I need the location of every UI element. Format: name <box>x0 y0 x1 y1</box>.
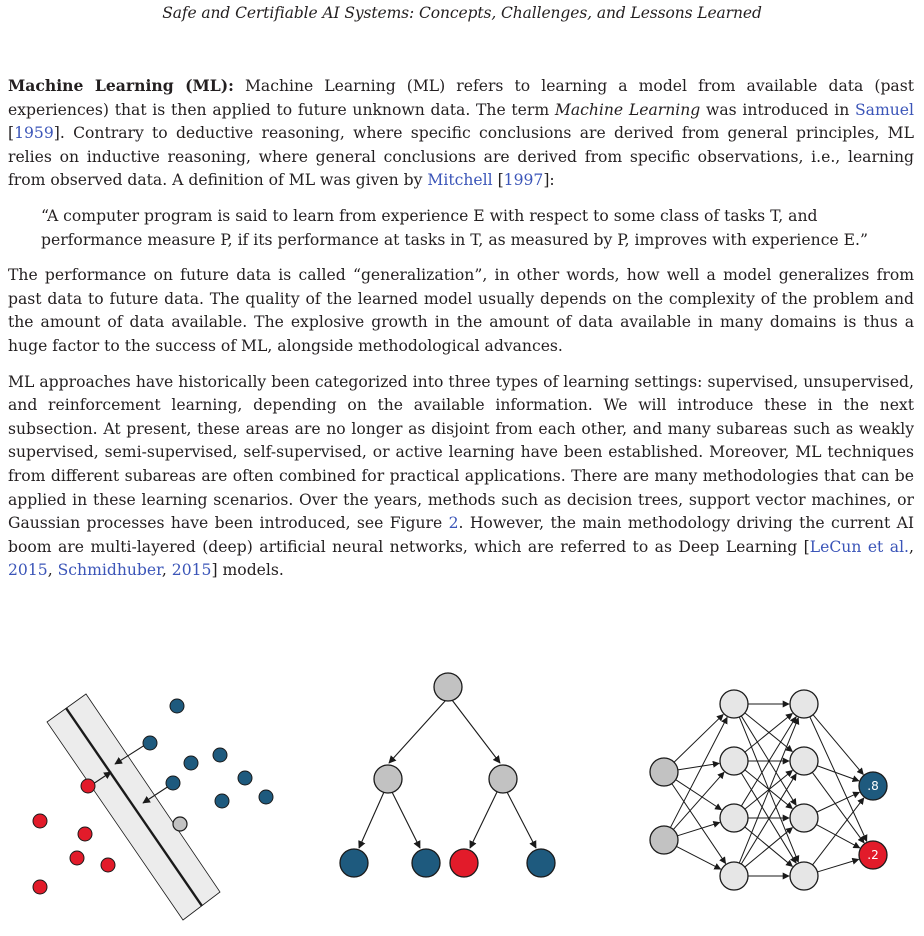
citation-link-samuel-year[interactable]: 1959 <box>14 124 54 143</box>
citation-link-samuel[interactable]: Samuel <box>854 100 914 119</box>
nn-input-node <box>650 758 678 786</box>
nn-edge <box>676 846 720 869</box>
svm-point-blue <box>143 736 157 750</box>
tree-leaf-node-blue <box>527 849 555 877</box>
svm-point-blue <box>259 790 273 804</box>
svm-point-blue <box>184 756 198 770</box>
svm-point-red <box>33 880 47 894</box>
svm-point-blue <box>213 748 227 762</box>
svm-point-red <box>101 858 115 872</box>
svm-point-red <box>78 827 92 841</box>
neural-network-diagram <box>650 690 887 890</box>
nn-hidden2-node <box>790 690 818 718</box>
page-body <box>8 74 914 595</box>
tree-edge <box>470 792 497 848</box>
tree-edge <box>507 792 536 848</box>
tree-edge <box>392 792 420 848</box>
svm-point-red <box>70 851 84 865</box>
running-title: Safe and Certifiable AI Systems: Concepts, Challenges, and Lessons Learned <box>162 4 762 22</box>
paragraph-ml-definition: Machine Learning (ML): Machine Learning (ML) refers to learning a model from available data (past experiences) that is then applied to future unknown data. The term Machine Learning was introduced in Samuel [1959]. Contrary to deductive reasoning, where specific conclusions are derived from general principles, ML relies on inductive reasoning, where general conclusions are derived from specific observations, i.e., learning from observed data. A definition of ML was given by Mitchell [1997]: <box>8 76 914 190</box>
svm-point-red <box>33 814 47 828</box>
paragraph-term: Machine Learning (ML): <box>8 76 234 95</box>
svm-decision-boundary <box>66 708 202 906</box>
paragraph-learning-settings: ML approaches have historically been categorized into three types of learning settings: supervised, unsupervised, and reinforcement learning, depending on the available information. We will introduce these in the next subsection. At present, these areas are no longer as disjoint from each other, and many subareas such as weakly supervised, semi-supervised, self-supervised, or active learning have been established. Moreover, ML techniques from different subareas are often combined for practical applications. There are many methodologies that can be applied in these learning scenarios. Over the years, methods such as decision trees, support vector machines, or Gaussian processes have been introduced, see Figure 2. However, the main methodology driving the current AI boom are multi-layered (deep) artificial neural networks, which are referred to as Deep Learning [LeCun et al., 2015, Schmidhuber, 2015] models. <box>8 372 914 580</box>
tree-leaf-node-blue <box>340 849 368 877</box>
nn-hidden2-node <box>790 862 818 890</box>
nn-hidden2-node <box>790 804 818 832</box>
figure-svg <box>0 660 924 932</box>
nn-output-label-1: .8 <box>867 779 879 793</box>
citation-link-schmidhuber[interactable]: Schmidhuber <box>57 561 162 580</box>
decision-tree-diagram <box>340 673 555 877</box>
tree-edge <box>389 700 446 763</box>
nn-edge <box>817 859 858 872</box>
nn-hidden1-node <box>720 862 748 890</box>
figure-reference-link[interactable]: 2 <box>448 514 459 533</box>
nn-edge <box>670 717 727 827</box>
nn-input-node <box>650 826 678 854</box>
block-quote: “A computer program is said to learn from experience E with respect to some class of tasks T, and performance measure P, if its performance at tasks in T, as measured by P, improves with experience E.” <box>41 206 868 249</box>
tree-edge <box>359 792 384 848</box>
tree-internal-node <box>489 765 517 793</box>
nn-edge <box>817 792 860 812</box>
svm-point-unknown <box>173 817 187 831</box>
nn-edge <box>673 772 724 829</box>
citation-link-mitchell[interactable]: Mitchell <box>427 171 493 190</box>
paragraph-generalization: The performance on future data is called “generalization”, in other words, how well a model generalizes from past data to future data. The quality of the learned model usually depends on the complexity of the problem and the amount of data available. The explosive growth in the amount of data available in many domains is thus a huge factor to the success of ML, alongside methodological advances. <box>8 266 914 355</box>
nn-output-label-2: .2 <box>867 848 879 862</box>
svm-diagram <box>33 694 273 920</box>
svm-point-red <box>81 779 95 793</box>
nn-hidden1-node <box>720 690 748 718</box>
svm-point-blue <box>215 794 229 808</box>
nn-hidden2-node <box>790 747 818 775</box>
nn-edges <box>670 704 866 876</box>
svm-point-blue <box>238 771 252 785</box>
nn-edge <box>676 780 722 810</box>
citation-link-lecun[interactable]: LeCun et al. <box>809 537 910 556</box>
citation-link-lecun-year[interactable]: 2015 <box>8 561 48 580</box>
nn-edge <box>678 763 719 769</box>
nn-hidden1-node <box>720 804 748 832</box>
citation-link-schmidhuber-year[interactable]: 2015 <box>171 561 212 580</box>
svm-point-blue <box>166 776 180 790</box>
tree-internal-node <box>374 765 402 793</box>
svm-point-blue <box>170 699 184 713</box>
citation-link-mitchell-year[interactable]: 1997 <box>503 171 544 190</box>
nn-hidden1-node <box>720 747 748 775</box>
figure-ml-methods <box>0 660 924 932</box>
nn-edge <box>677 822 719 835</box>
tree-leaf-node-red <box>450 849 478 877</box>
nn-edge <box>813 715 863 775</box>
tree-leaf-node-blue <box>412 849 440 877</box>
emphasis-term: Machine Learning <box>554 100 701 119</box>
tree-edge <box>452 700 500 763</box>
nn-edge <box>810 717 867 842</box>
tree-root-node <box>434 673 462 701</box>
